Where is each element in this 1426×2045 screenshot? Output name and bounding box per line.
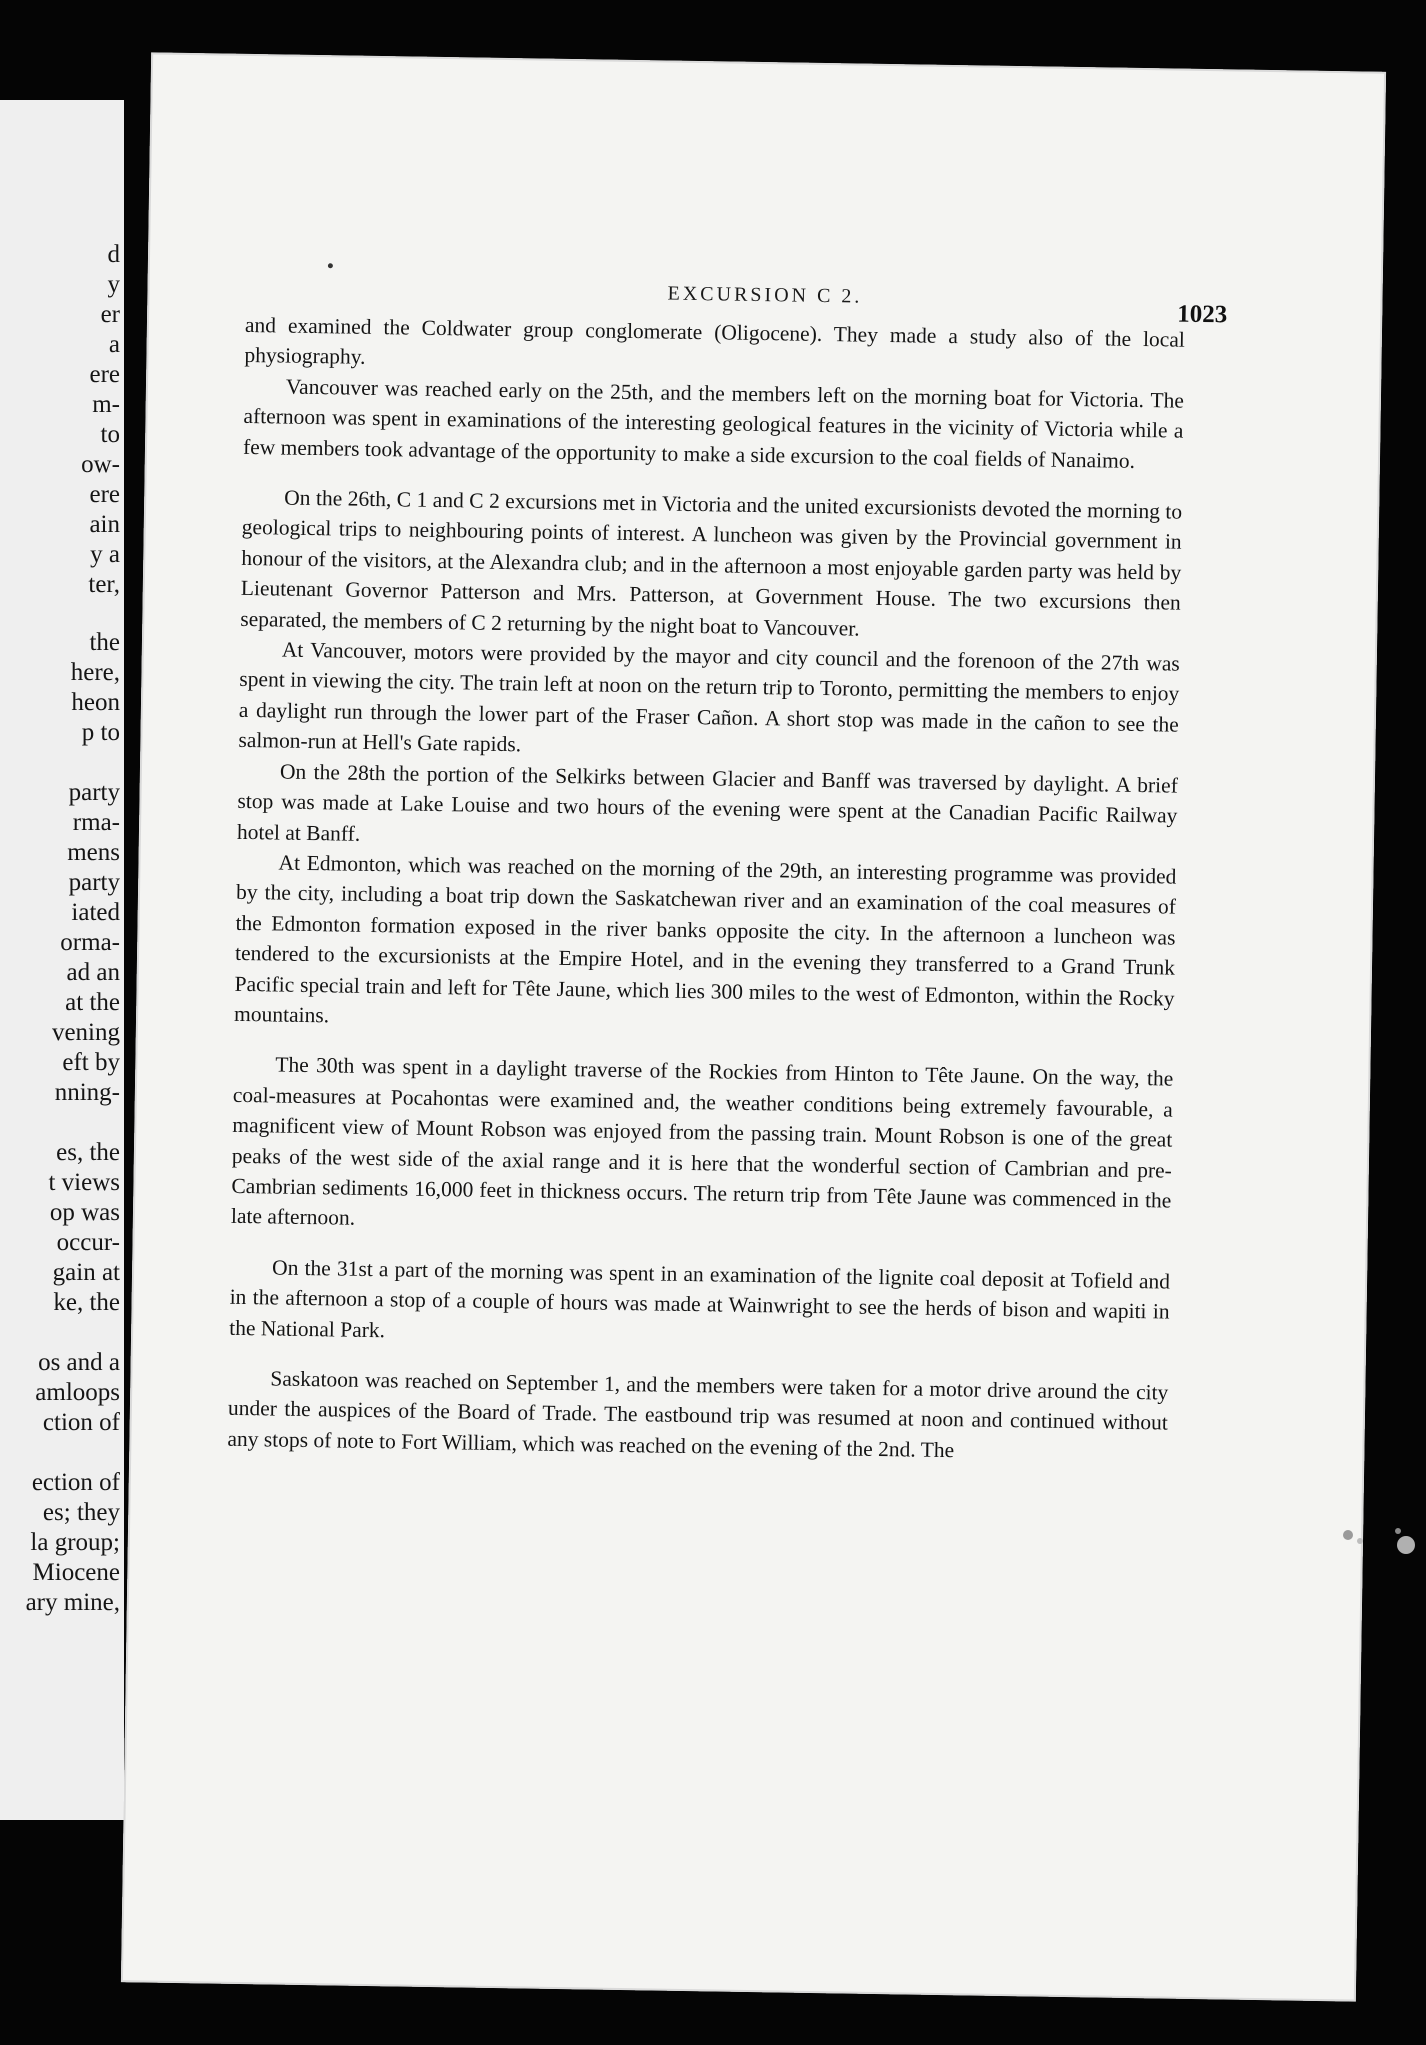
previous-page-line-fragment: heon <box>71 689 120 716</box>
paragraph-edmonton: At Edmonton, which was reached on the morning of the 29th, an interesting programme was provided by the city, including a boat trip down the Saskatchewan river and an examination of the coal measures of the Edmonton formation exposed in the river banks opposite the city. In the afternoon a luncheon was tendered to the excursionists at the Empire Hotel, and in the evening they transferred to a Grand Trunk Pacific special train and left for Tête Jaune, which lies 300 miles to the west of Edmonton, within the Rocky mountains. <box>233 850 1177 1028</box>
previous-page-line-fragment: d <box>107 241 120 268</box>
previous-page-line-fragment: gain at <box>52 1259 120 1286</box>
previous-page-line-fragment: m- <box>92 391 120 418</box>
previous-page-line-fragment: es; they <box>42 1499 120 1526</box>
previous-page-line-fragment: ere <box>89 361 120 388</box>
previous-page-line-fragment: ow- <box>81 451 120 478</box>
paragraph-victoria: On the 26th, C 1 and C 2 excursions met in Victoria and the united excursionists devoted the morning to geological trips to neighbouring points of interest. A luncheon was given by the Provincial government in honour of the visitors, at the Alexandra club; and in the afternoon a most enjoyable garden party was held by Lieutenant Governor Patterson and Mrs. Patterson, at Government House. The two excursions then separated, the members of C 2 returning by the night boat to Vancouver. <box>240 485 1183 641</box>
previous-page-line-fragment: rma- <box>72 809 120 836</box>
previous-page-line-fragment: la group; <box>30 1529 120 1556</box>
previous-page-line-fragment: ection of <box>31 1469 120 1496</box>
previous-page-line-fragment: the <box>89 629 120 656</box>
previous-page-line-fragment: ter, <box>88 571 120 598</box>
previous-page-line-fragment: orma- <box>60 929 120 956</box>
previous-page-line-fragment: party <box>68 779 120 806</box>
paragraph-saskatoon: Saskatoon was reached on September 1, and the members were taken for a motor drive around the city under the auspices of the Board of Trade. The eastbound trip was resumed at noon and continued without any stops of note to Fort William, which was reached on the evening of the 2nd. The <box>227 1366 1169 1463</box>
previous-page-line-fragment: party <box>68 869 120 896</box>
previous-page-line-fragment: y <box>107 271 120 298</box>
scan-artifact-specks <box>1328 1505 1418 1575</box>
paragraph-vancouver-city: At Vancouver, motors were provided by the mayor and city council and the forenoon of the 27th was spent in viewing the city. The train left at noon on the return trip to Toronto, permitting the members to enjoy a daylight run through the lower part of the Fraser Cañon. A short stop was made in the cañon to see the salmon-run at Hell's Gate rapids. <box>238 637 1180 757</box>
previous-page-line-fragment: eft by <box>62 1049 120 1076</box>
ink-speck <box>328 263 333 268</box>
body-text <box>227 310 1185 1469</box>
previous-page-line-fragment: nning- <box>54 1079 120 1106</box>
previous-page-line-fragment: mens <box>67 839 120 866</box>
previous-page-line-fragment: iated <box>71 899 120 926</box>
previous-page-line-fragment: es, the <box>56 1139 120 1166</box>
paragraph-vancouver: Vancouver was reached early on the 25th, and the members left on the morning boat for Victoria. The afternoon was spent in examinations of the interesting geological features in the vicinity of Victoria while a few members took advantage of the opportunity to make a side excursion to the coal fields of Nanaimo. <box>242 374 1185 473</box>
previous-page-line-fragment: occur- <box>56 1229 120 1256</box>
previous-page-line-fragment: a <box>108 331 120 358</box>
previous-page-line-fragment: Miocene <box>32 1559 120 1586</box>
previous-page-line-fragment: ere <box>89 481 120 508</box>
paragraph-tofield: On the 31st a part of the morning was spent in an examination of the lignite coal deposit at Tofield and in the afternoon a stop of a couple of hours was made at Wainwright to see the herds of bison and wapiti in the National Park. <box>229 1255 1171 1342</box>
previous-page-line-fragment: os and a <box>38 1349 120 1376</box>
paragraph-continuation: and examined the Coldwater group conglomerate (Oligocene). They made a study also of the local physiography. <box>244 312 1186 370</box>
previous-page-line-fragment: here, <box>70 659 120 686</box>
previous-page-line-fragment: amloops <box>35 1379 120 1406</box>
previous-page-line-fragment: op was <box>49 1199 120 1226</box>
previous-page-line-fragment: ction of <box>42 1409 120 1436</box>
previous-page-line-fragment: er <box>100 301 120 328</box>
paragraph-selkirks: On the 28th the portion of the Selkirks between Glacier and Banff was traversed by daylight. A brief stop was made at Lake Louise and two hours of the evening were spent at the Canadian Pacific Railway hotel at Banff. <box>236 759 1179 846</box>
previous-page-line-fragment: ary mine, <box>25 1589 120 1616</box>
previous-page-line-fragment: vening <box>51 1019 120 1046</box>
previous-page-line-fragment: t views <box>48 1169 120 1196</box>
previous-page-line-fragment: y a <box>90 541 120 568</box>
previous-page-line-fragment: ke, the <box>53 1289 120 1316</box>
previous-page-line-fragment: to <box>100 421 120 448</box>
previous-page-line-fragment: ain <box>89 511 120 538</box>
paragraph-rockies: The 30th was spent in a daylight traverse of the Rockies from Hinton to Tête Jaune. On the way, the coal-measures at Pocahontas were examined and, the weather conditions being extremely favourable, a magnificent view of Mount Robson was enjoyed from the passing train. Mount Robson is one of the great peaks of the west side of the axial range and it is here that the wonderful section of Cambrian and pre-Cambrian sediments 16,000 feet in thickness occurs. The return trip from Tête Jaune was commenced in the late afternoon. <box>230 1052 1174 1231</box>
previous-page-line-fragment: at the <box>65 989 120 1016</box>
page-number: 1023 <box>1177 300 1228 329</box>
book-page <box>121 52 1386 2001</box>
previous-page-line-fragment: ad an <box>66 959 120 986</box>
previous-page-line-fragment: p to <box>81 719 120 746</box>
previous-page-fragment <box>0 100 124 1820</box>
running-header: EXCURSION C 2. <box>667 282 863 308</box>
